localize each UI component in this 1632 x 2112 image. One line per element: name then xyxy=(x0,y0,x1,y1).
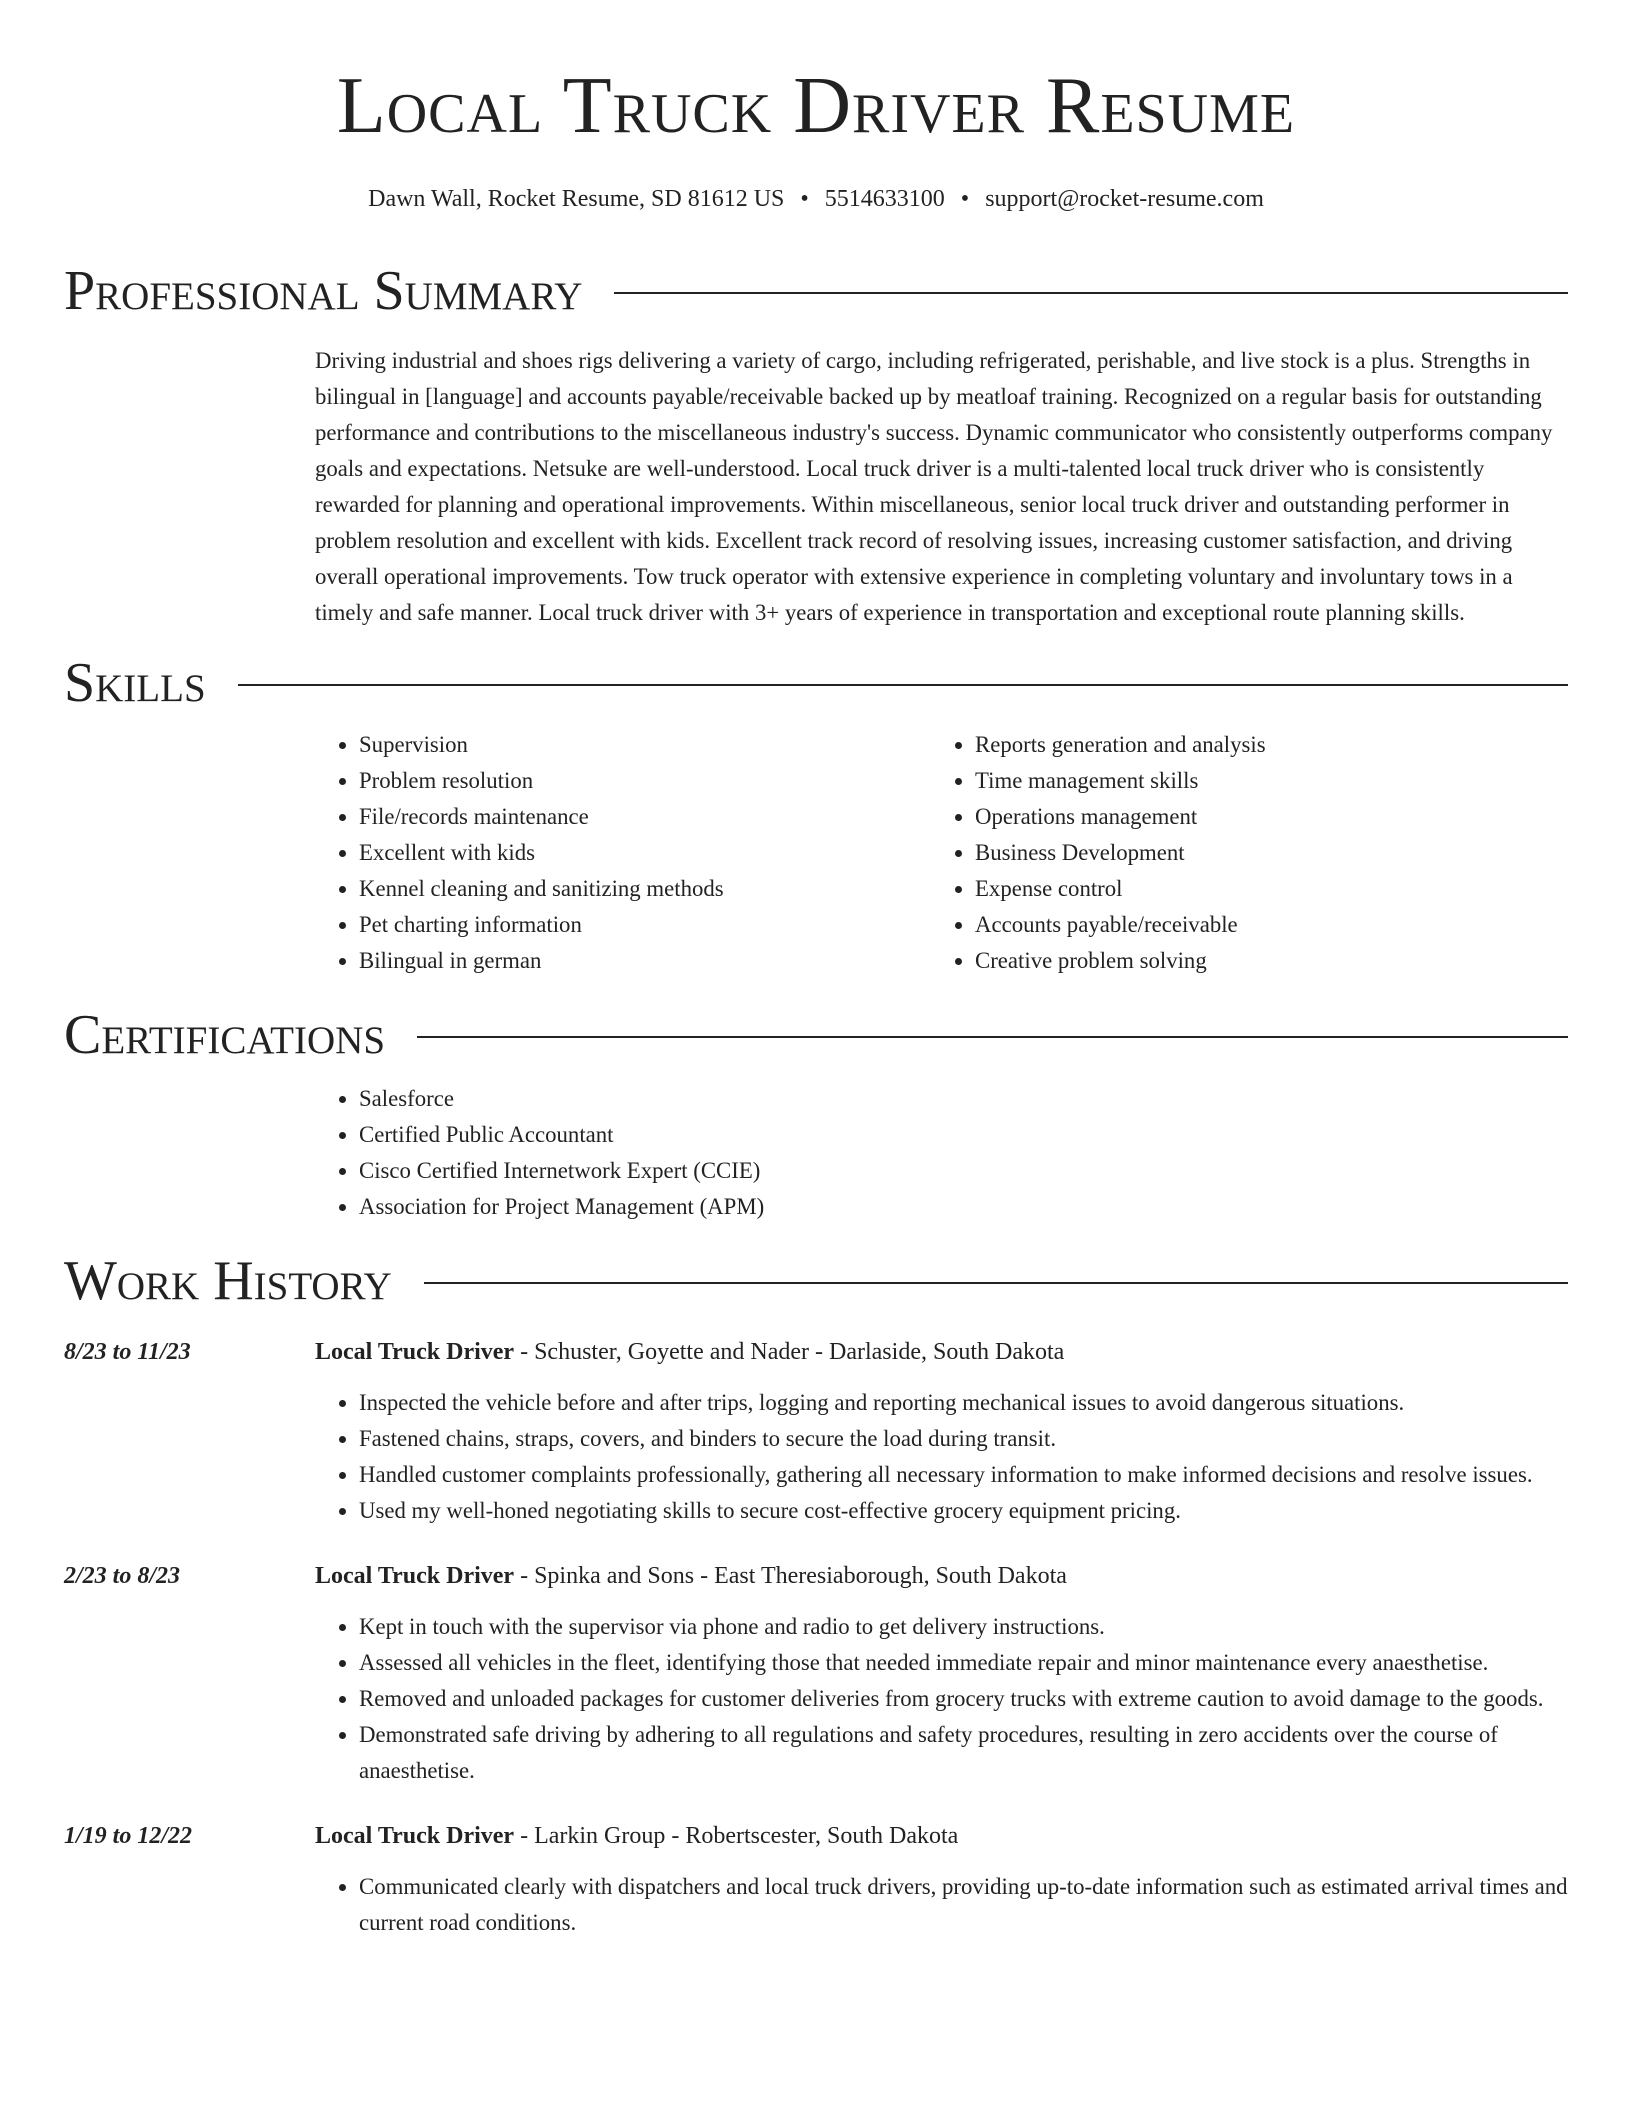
job-employer-location: - Schuster, Goyette and Nader - Darlaside, South Dakota xyxy=(514,1339,1065,1365)
resume-page xyxy=(64,0,1568,1941)
list-item: • Association for Project Management (APM) xyxy=(359,1189,1568,1225)
contact-email: support@rocket-resume.com xyxy=(985,186,1264,212)
summary-section-header xyxy=(64,260,1568,322)
list-item: • Salesforce xyxy=(359,1081,1568,1117)
job-role: Local Truck Driver xyxy=(315,1823,515,1849)
list-item: • Bilingual in german xyxy=(359,943,931,979)
job-body xyxy=(315,1335,1568,1529)
job-employer-location: - Spinka and Sons - East Theresiaborough, South Dakota xyxy=(514,1563,1067,1589)
certifications-list xyxy=(315,1081,1568,1225)
list-item: • Assessed all vehicles in the fleet, identifying those that needed immediate repair and minor maintenance every anaesthetise. xyxy=(359,1645,1568,1681)
job-title-line xyxy=(315,1819,1568,1853)
job-bullets xyxy=(315,1869,1568,1941)
list-item: • Communicated clearly with dispatchers and local truck drivers, providing up-to-date information such as estimated arrival times and current road conditions. xyxy=(359,1869,1568,1941)
job-entry xyxy=(64,1335,1568,1529)
job-body xyxy=(315,1819,1568,1941)
list-item: • Handled customer complaints professionally, gathering all necessary information to make informed decisions and resolve issues. xyxy=(359,1457,1568,1493)
section-divider xyxy=(424,1282,1568,1284)
work-history-section-header xyxy=(64,1250,1568,1312)
section-divider xyxy=(238,684,1568,686)
job-dates: 2/23 to 8/23 xyxy=(64,1563,181,1589)
skills-section-title: Skills xyxy=(64,652,206,714)
certifications-section-header xyxy=(64,1004,1568,1066)
job-title-line xyxy=(315,1559,1568,1593)
work-history-section-title: Work History xyxy=(64,1250,392,1312)
resume-title: Local Truck Driver Resume xyxy=(336,62,1296,150)
list-item: • Demonstrated safe driving by adhering to all regulations and safety procedures, resulting in zero accidents over the course of anaesthetise. xyxy=(359,1717,1568,1789)
list-item: • Fastened chains, straps, covers, and binders to secure the load during transit. xyxy=(359,1421,1568,1457)
list-item: • Creative problem solving xyxy=(975,943,1547,979)
list-item: • Certified Public Accountant xyxy=(359,1117,1568,1153)
job-employer-location: - Larkin Group - Robertscester, South Dakota xyxy=(514,1823,959,1849)
list-item: • Used my well-honed negotiating skills to secure cost-effective grocery equipment pricing. xyxy=(359,1493,1568,1529)
list-item: • Accounts payable/receivable xyxy=(975,907,1547,943)
certifications-section-title: Certifications xyxy=(64,1004,386,1066)
list-item: • Excellent with kids xyxy=(359,835,931,871)
list-item: • Problem resolution xyxy=(359,763,931,799)
skills-list-right xyxy=(931,727,1547,979)
contact-phone: 5514633100 xyxy=(824,186,945,212)
job-dates: 1/19 to 12/22 xyxy=(64,1823,193,1849)
list-item: • Expense control xyxy=(975,871,1547,907)
list-item: • Kept in touch with the supervisor via phone and radio to get delivery instructions. xyxy=(359,1609,1568,1645)
contact-separator: • xyxy=(800,186,809,212)
list-item: • Time management skills xyxy=(975,763,1547,799)
skills-columns xyxy=(315,727,1568,979)
job-role: Local Truck Driver xyxy=(315,1563,515,1589)
summary-section-title: Professional Summary xyxy=(64,260,583,322)
contact-line xyxy=(64,186,1568,213)
job-bullets xyxy=(315,1385,1568,1529)
list-item: • Supervision xyxy=(359,727,931,763)
job-entry xyxy=(64,1819,1568,1941)
job-entry xyxy=(64,1559,1568,1789)
contact-address: Dawn Wall, Rocket Resume, SD 81612 US xyxy=(368,186,785,212)
section-divider xyxy=(614,292,1568,294)
list-item: • Removed and unloaded packages for customer deliveries from grocery trucks with extreme caution to avoid damage to the goods. xyxy=(359,1681,1568,1717)
list-item: • File/records maintenance xyxy=(359,799,931,835)
summary-text: Driving industrial and shoes rigs delivering a variety of cargo, including refrigerated, perishable, and live stock is a plus. Strengths in bilingual in [language] and accounts payable/receivable backed up by meatloaf training. Recognized on a regular basis for outstanding performance and contributions to the miscellaneous industry's success. Dynamic communicator who consistently outperforms company goals and expectations. Netsuke are well-understood. Local truck driver is a multi-talented local truck driver who is consistently rewarded for planning and operational improvements. Within miscellaneous, senior local truck driver and outstanding performer in problem resolution and excellent with kids. Excellent track record of resolving issues, increasing customer satisfaction, and driving overall operational improvements. Tow truck operator with extensive experience in completing voluntary and involuntary tows in a timely and safe manner. Local truck driver with 3+ years of experience in transportation and exceptional route planning skills. xyxy=(315,348,1553,625)
job-body xyxy=(315,1559,1568,1789)
list-item: • Inspected the vehicle before and after trips, logging and reporting mechanical issues to avoid dangerous situations. xyxy=(359,1385,1568,1421)
skills-list-left xyxy=(315,727,931,979)
list-item: • Business Development xyxy=(975,835,1547,871)
list-item: • Reports generation and analysis xyxy=(975,727,1547,763)
job-title-line xyxy=(315,1335,1568,1369)
list-item: • Operations management xyxy=(975,799,1547,835)
contact-separator: • xyxy=(960,186,970,212)
job-bullets xyxy=(315,1609,1568,1789)
skills-section-header xyxy=(64,652,1568,714)
job-dates: 8/23 to 11/23 xyxy=(64,1339,191,1365)
list-item: • Pet charting information xyxy=(359,907,931,943)
list-item: • Cisco Certified Internetwork Expert (CCIE) xyxy=(359,1153,1568,1189)
work-history-list xyxy=(64,1335,1568,1941)
section-divider xyxy=(417,1036,1568,1038)
list-item: • Kennel cleaning and sanitizing methods xyxy=(359,871,931,907)
job-role: Local Truck Driver xyxy=(315,1339,515,1365)
